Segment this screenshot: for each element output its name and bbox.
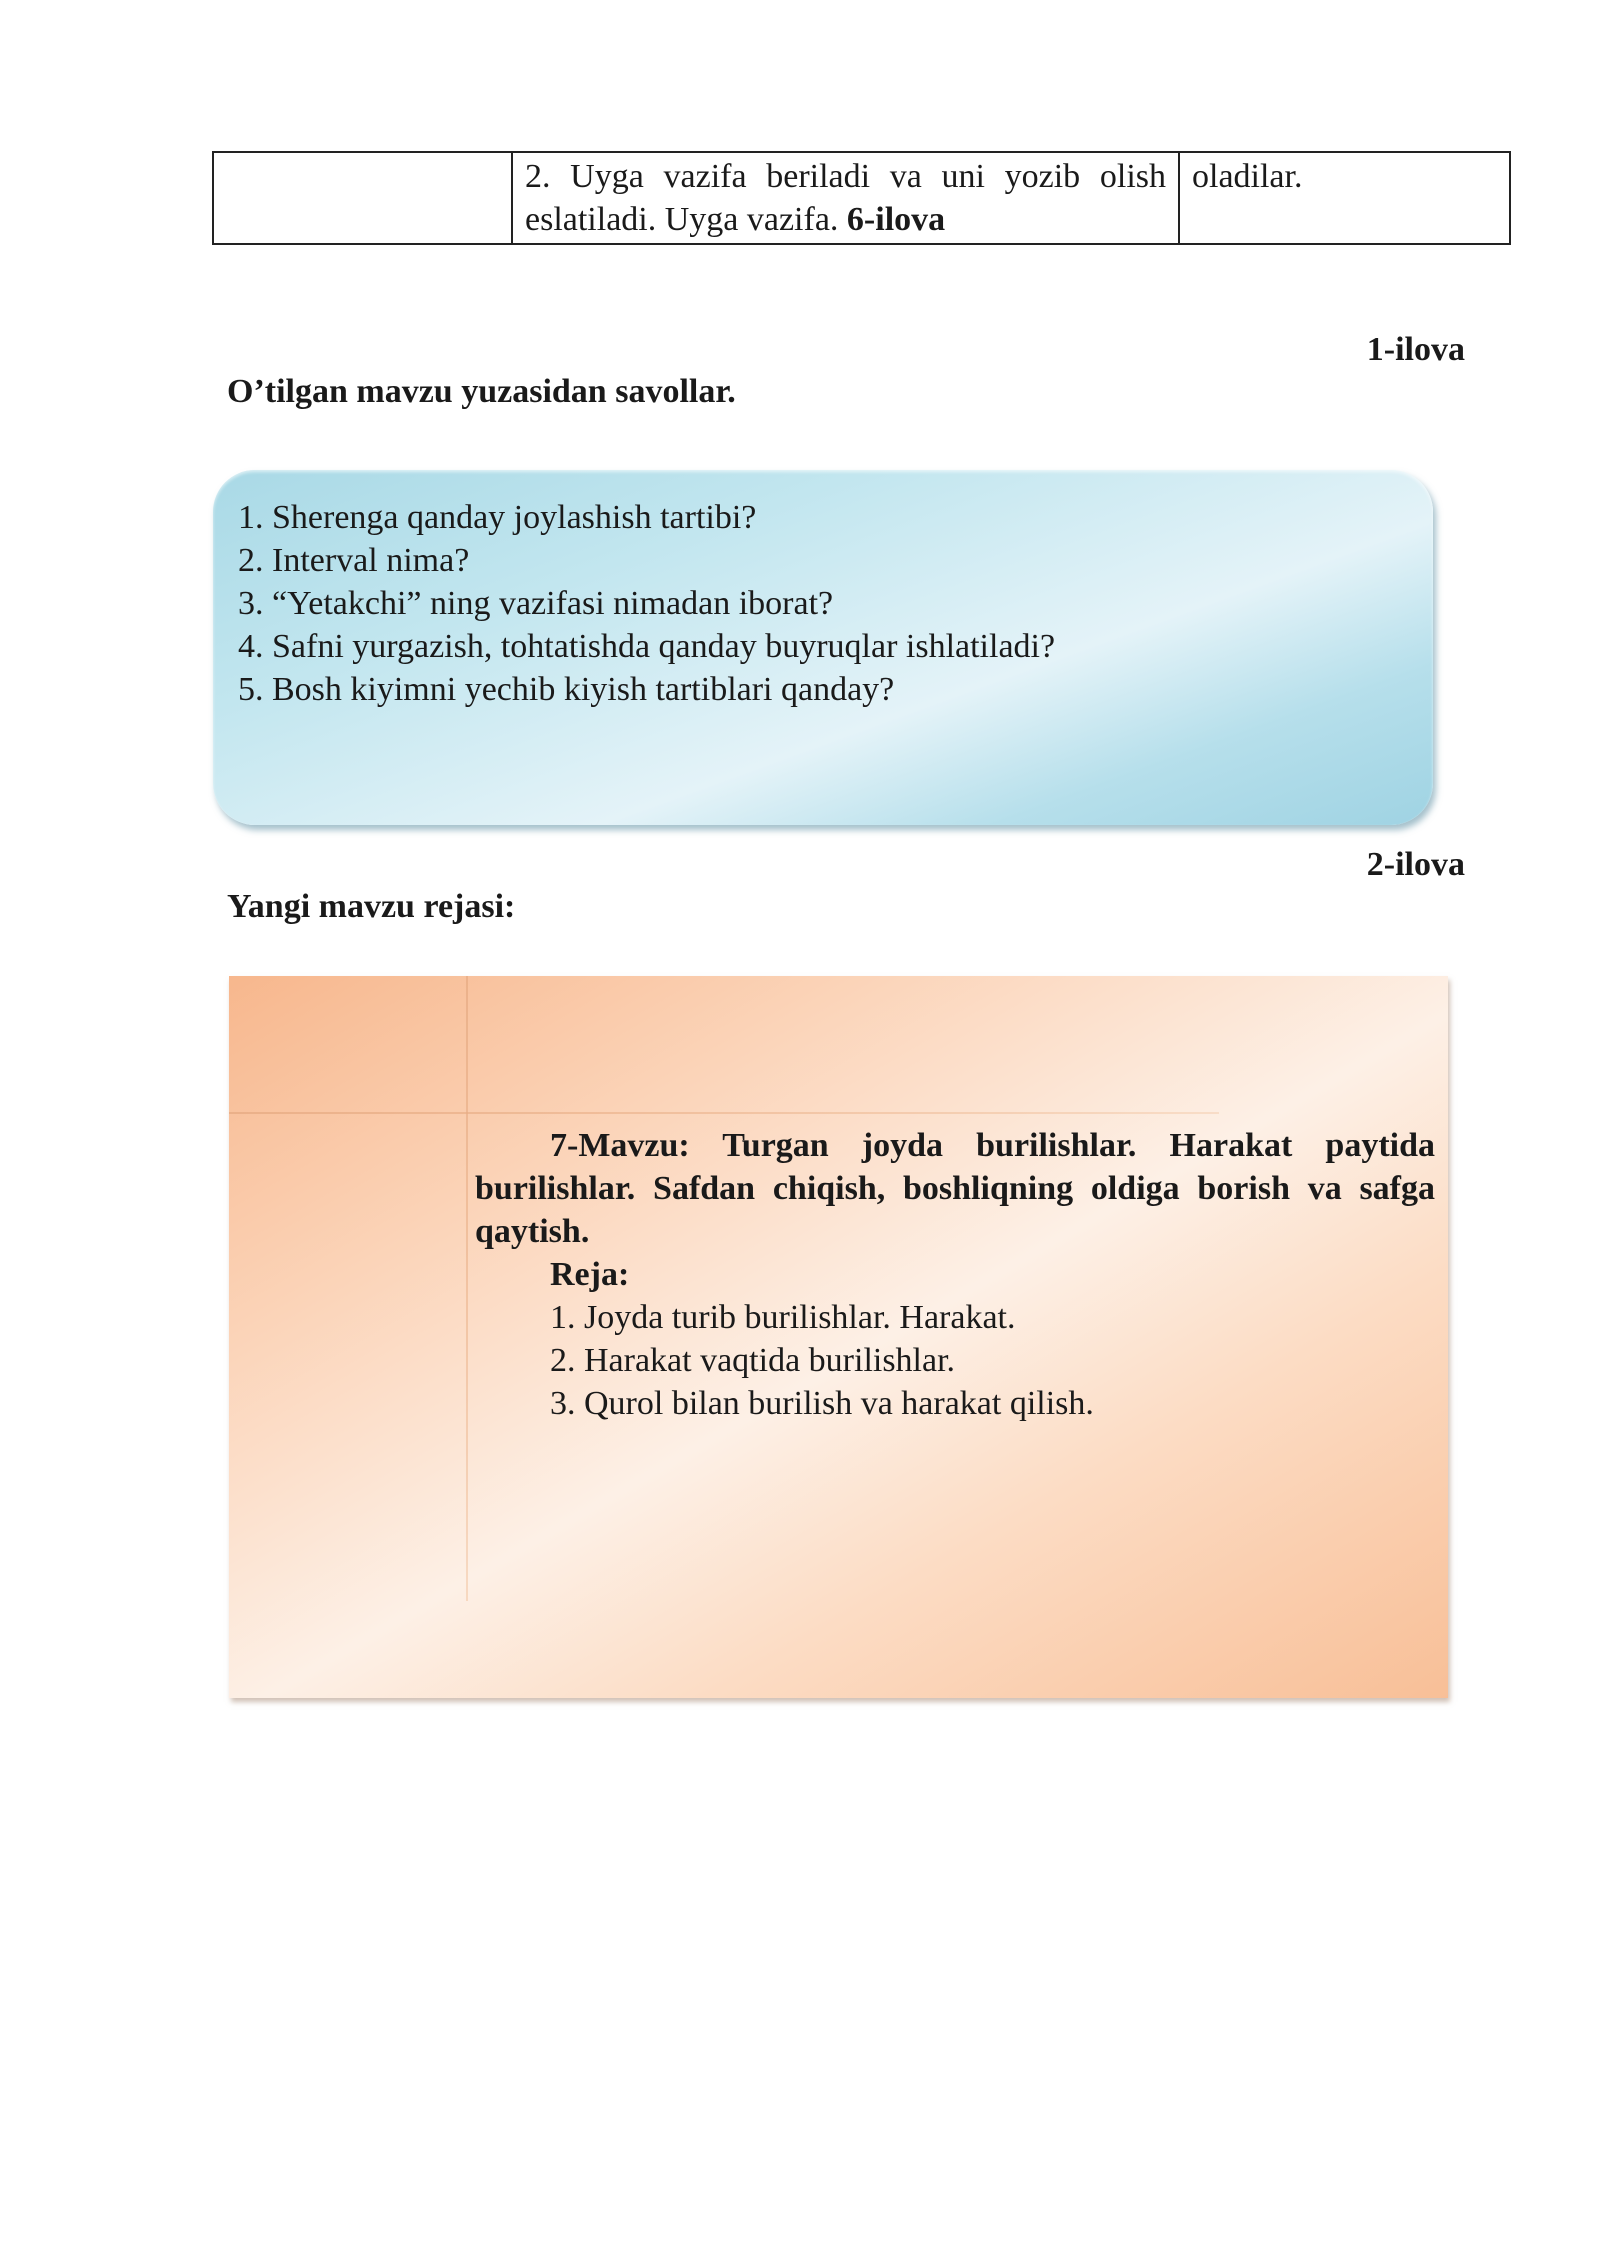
homework-table xyxy=(212,151,1511,245)
question-item: 3. “Yetakchi” ning vazifasi nimadan iborat? xyxy=(238,585,834,622)
table-cell-empty xyxy=(213,152,512,244)
appendix-label-2: 2-ilova xyxy=(1366,846,1465,883)
topic-plan-box xyxy=(229,976,1448,1698)
homework-text: 2. Uyga vazifa beriladi va uni yozib olish eslatiladi. Uyga vazifa. xyxy=(525,158,1166,238)
question-item: 4. Safni yurgazish, tohtatishda qanday buyruqlar ishlatiladi? xyxy=(238,628,1056,665)
plan-label: Reja: xyxy=(550,1256,630,1293)
question-item: 5. Bosh kiyimni yechib kiyish tartiblari qanday? xyxy=(238,671,895,708)
question-item: 1. Sherenga qanday joylashish tartibi? xyxy=(238,499,757,536)
topic-plan-content xyxy=(475,1124,1435,1425)
review-questions-box xyxy=(213,470,1433,825)
appendix-label-1: 1-ilova xyxy=(1366,331,1465,368)
plan-item: 2. Harakat vaqtida burilishlar. xyxy=(550,1342,956,1379)
table-row xyxy=(213,152,1510,244)
decorative-vertical-line xyxy=(466,976,468,1601)
question-item: 2. Interval nima? xyxy=(238,542,470,579)
topic-title: 7-Mavzu: Turgan joyda burilishlar. Harakat paytida burilishlar. Safdan chiqish, boshliqning oldiga borish va safga qaytish. xyxy=(475,1127,1435,1250)
plan-item: 1. Joyda turib burilishlar. Harakat. xyxy=(550,1299,1016,1336)
table-cell-result: oladilar. xyxy=(1179,152,1510,244)
new-topic-plan-heading: Yangi mavzu rejasi: xyxy=(227,888,516,925)
plan-item: 3. Qurol bilan burilish va harakat qilish. xyxy=(550,1385,1094,1422)
decorative-horizontal-line xyxy=(229,1112,1219,1114)
table-cell-homework xyxy=(512,152,1179,244)
homework-ilova-ref: 6-ilova xyxy=(846,201,946,238)
review-questions-heading: O’tilgan mavzu yuzasidan savollar. xyxy=(227,373,736,410)
